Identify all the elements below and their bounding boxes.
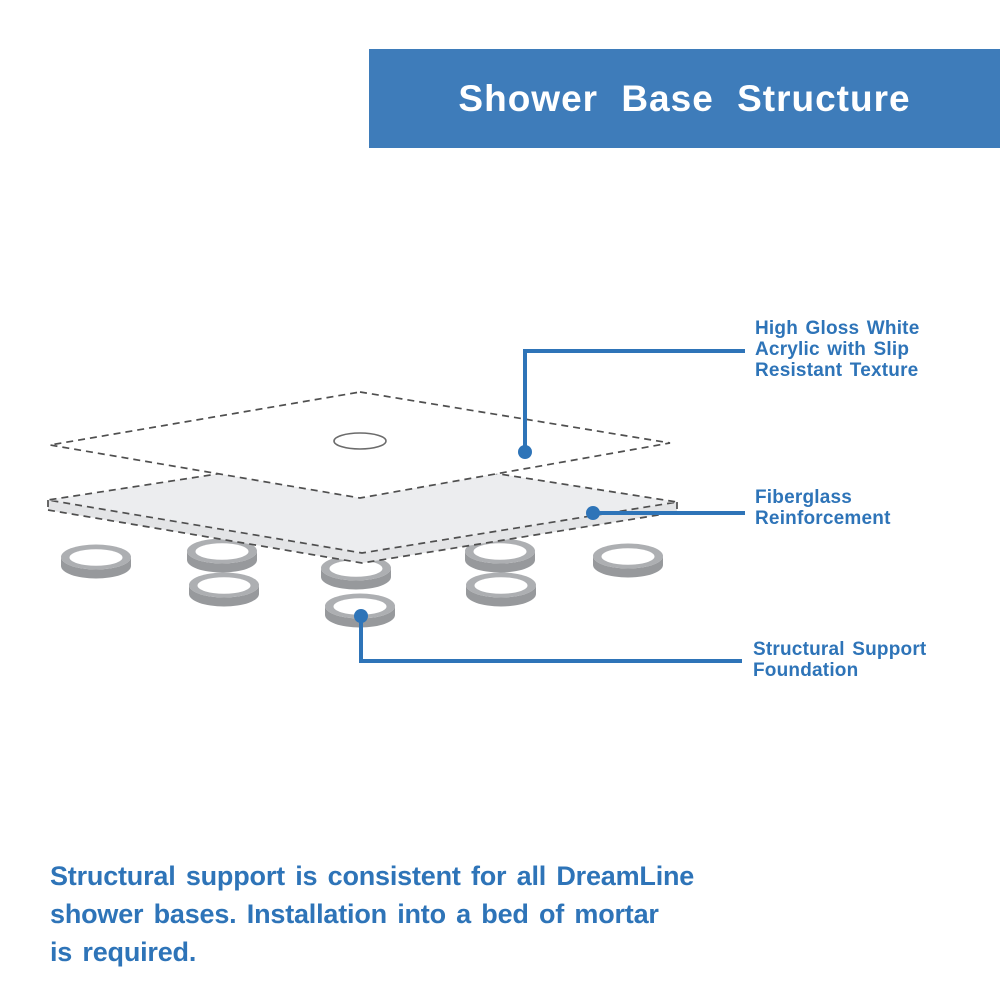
footer-note-line: shower bases. Installation into a bed of mortar xyxy=(50,899,659,929)
leader-dot-acrylic xyxy=(518,445,532,459)
support-ring xyxy=(61,545,131,579)
footer-note xyxy=(50,857,710,971)
support-ring xyxy=(466,573,536,607)
label-foundation-line: Foundation xyxy=(753,660,859,681)
label-acrylic-line: Acrylic with Slip xyxy=(755,339,910,360)
page-title: Shower Base Structure xyxy=(458,77,911,119)
label-fiberglass-line: Fiberglass xyxy=(755,487,853,508)
label-acrylic-line: High Gloss White xyxy=(755,318,920,339)
label-acrylic-layer xyxy=(755,318,919,381)
leader-dot-foundation xyxy=(354,609,368,623)
support-ring xyxy=(187,539,257,573)
drain-ellipse xyxy=(334,433,386,449)
support-ring xyxy=(593,544,663,578)
label-foundation xyxy=(753,639,926,681)
label-fiberglass-layer xyxy=(755,487,891,529)
leader-dot-fiberglass xyxy=(586,506,600,520)
label-foundation-line: Structural Support xyxy=(753,639,927,660)
footer-note-line: is required. xyxy=(50,937,197,967)
label-acrylic-line: Resistant Texture xyxy=(755,360,919,381)
leader-line-foundation xyxy=(361,616,742,661)
support-ring xyxy=(189,573,259,607)
label-fiberglass-line: Reinforcement xyxy=(755,508,891,529)
footer-note-line: Structural support is consistent for all DreamLine xyxy=(50,861,695,891)
